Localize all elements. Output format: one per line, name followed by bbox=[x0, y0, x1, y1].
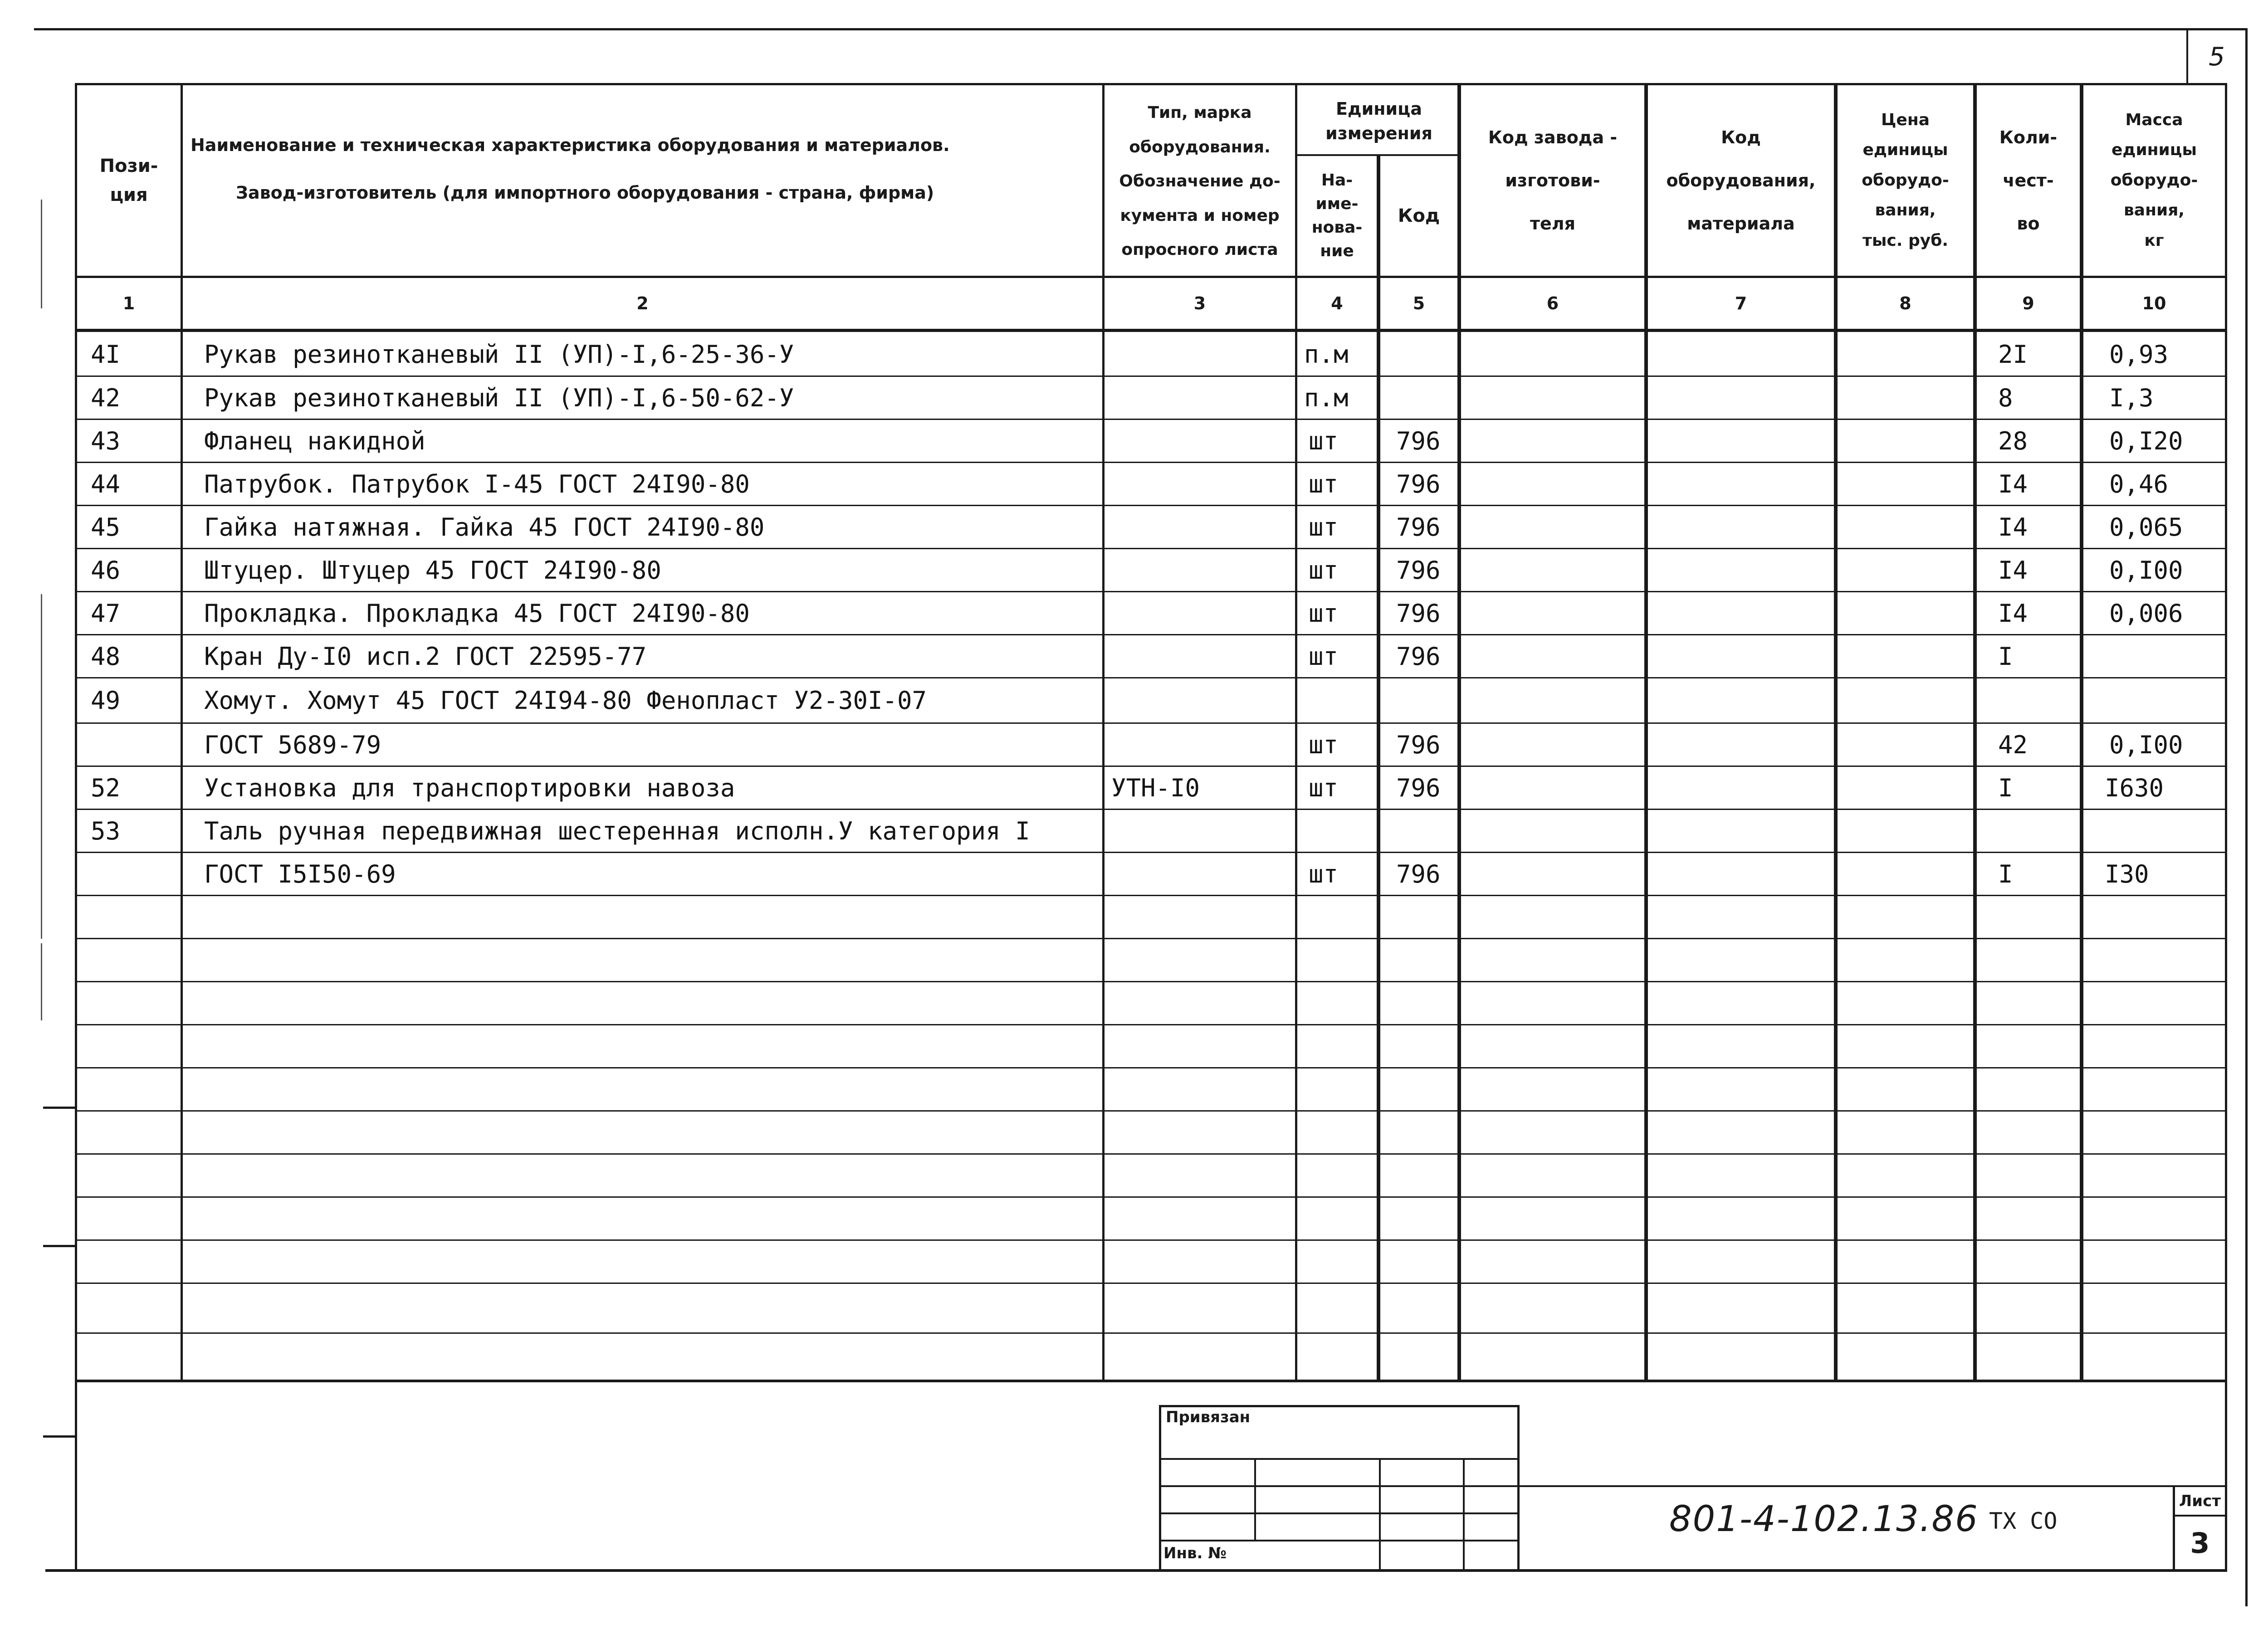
column-number-3: 3 bbox=[1193, 293, 1206, 313]
row-position: 45 bbox=[91, 512, 121, 541]
row-line-9 bbox=[75, 722, 2227, 724]
row-quantity: I4 bbox=[1998, 556, 2028, 585]
row-code: 796 bbox=[1396, 512, 1441, 541]
row-unit: шт bbox=[1309, 426, 1339, 455]
row-name: Гайка натяжная. Гайка 45 ГОСТ 24I90-80 bbox=[204, 512, 765, 541]
row-quantity: I bbox=[1998, 773, 2013, 802]
frame-right-line bbox=[2225, 83, 2227, 1571]
header-unit-code: Код bbox=[1398, 205, 1440, 226]
row-line-14 bbox=[75, 938, 2227, 939]
header-name-line1: Наименование и техническая характеристика оборудования и материалов. bbox=[191, 135, 950, 155]
stamp-col-2 bbox=[1379, 1458, 1381, 1571]
row-line-17 bbox=[75, 1067, 2227, 1068]
row-code: 796 bbox=[1396, 426, 1441, 455]
column-number-8: 8 bbox=[1899, 293, 1911, 313]
row-position: 47 bbox=[91, 599, 121, 628]
header-plant-code: Код завода - изготови- теля bbox=[1488, 127, 1618, 234]
stamp-line-1 bbox=[1159, 1458, 1520, 1460]
margin-tick-2 bbox=[43, 1245, 75, 1247]
row-position: 53 bbox=[91, 816, 121, 845]
header-price: Цена единицы оборудо- вания, тыс. руб. bbox=[1862, 110, 1949, 250]
page-number: 5 bbox=[2209, 42, 2225, 72]
row-name: Хомут. Хомут 45 ГОСТ 24I94-80 Фенопласт У2-30I-07 bbox=[204, 686, 927, 715]
row-quantity: I bbox=[1998, 642, 2013, 671]
row-line-20 bbox=[75, 1196, 2227, 1198]
row-line-23 bbox=[75, 1332, 2227, 1334]
margin-stroke-3 bbox=[41, 943, 42, 1020]
document-suffix: ТХ СО bbox=[1989, 1508, 2058, 1534]
column-number-2: 2 bbox=[636, 293, 649, 313]
row-code: 796 bbox=[1396, 556, 1441, 585]
row-name: Установка для транспортировки навоза bbox=[204, 773, 735, 802]
row-quantity: I4 bbox=[1998, 599, 2028, 628]
row-name: Рукав резинотканевый II (УП)-I,6-50-62-У bbox=[204, 383, 794, 412]
sheet-label: Лист bbox=[2179, 1492, 2221, 1510]
stamp-box-right bbox=[1517, 1405, 1520, 1571]
row-name: Патрубок. Патрубок I-45 ГОСТ 24I90-80 bbox=[204, 469, 750, 498]
row-quantity: I4 bbox=[1998, 469, 2028, 498]
column-number-6: 6 bbox=[1546, 293, 1559, 313]
row-name: Таль ручная передвижная шестеренная исполн.У категория I bbox=[204, 816, 1030, 845]
row-name: Фланец накидной bbox=[204, 426, 425, 455]
row-name: Прокладка. Прокладка 45 ГОСТ 24I90-80 bbox=[204, 599, 750, 628]
row-unit: шт bbox=[1309, 642, 1339, 671]
row-name: ГОСТ I5I50-69 bbox=[204, 859, 396, 888]
page-right-line bbox=[2245, 28, 2248, 1606]
row-type: УТН-I0 bbox=[1111, 773, 1200, 802]
title-block-top-line bbox=[1517, 1485, 2227, 1487]
header-quantity: Коли- чест- во bbox=[1999, 127, 2058, 234]
row-quantity: 2I bbox=[1998, 340, 2028, 369]
row-code: 796 bbox=[1396, 773, 1441, 802]
row-unit: шт bbox=[1309, 773, 1339, 802]
row-mass: 0,93 bbox=[2109, 340, 2169, 369]
header-name-line2: Завод-изготовитель (для импортного оборудования - страна, фирма) bbox=[236, 182, 934, 203]
row-unit: шт bbox=[1309, 512, 1339, 541]
row-code: 796 bbox=[1396, 642, 1441, 671]
header-position: Пози- ция bbox=[99, 156, 158, 205]
row-name: Кран Ду-I0 исп.2 ГОСТ 22595-77 bbox=[204, 642, 647, 671]
column-number-1: 1 bbox=[122, 293, 135, 313]
row-position: 4I bbox=[91, 340, 121, 369]
row-line-21 bbox=[75, 1239, 2227, 1241]
row-mass: 0,I20 bbox=[2109, 426, 2183, 455]
row-unit: шт bbox=[1309, 599, 1339, 628]
row-quantity: I4 bbox=[1998, 512, 2028, 541]
row-mass: 0,46 bbox=[2109, 469, 2169, 498]
margin-tick-3 bbox=[43, 1435, 75, 1438]
col-divider-4 bbox=[1377, 154, 1380, 1382]
row-position: 43 bbox=[91, 426, 121, 455]
inventory-label: Инв. № bbox=[1163, 1544, 1227, 1562]
row-code: 796 bbox=[1396, 859, 1441, 888]
row-mass: I,3 bbox=[2109, 383, 2154, 412]
row-line-16 bbox=[75, 1024, 2227, 1025]
row-line-13 bbox=[75, 895, 2227, 896]
row-name: Рукав резинотканевый II (УП)-I,6-25-36-У bbox=[204, 340, 794, 369]
row-line-15 bbox=[75, 981, 2227, 982]
row-mass: I30 bbox=[2105, 859, 2149, 888]
header-type: Тип, марка оборудования. Обозначение до- кумента и номер опросного листа bbox=[1119, 103, 1281, 259]
colnum-bottom-line bbox=[75, 329, 2227, 332]
row-position: 49 bbox=[91, 686, 121, 715]
row-quantity: I bbox=[1998, 859, 2013, 888]
row-mass: I630 bbox=[2105, 773, 2164, 802]
row-unit: шт bbox=[1309, 556, 1339, 585]
row-line-18 bbox=[75, 1110, 2227, 1112]
row-line-22 bbox=[75, 1283, 2227, 1284]
row-line-12 bbox=[75, 852, 2227, 853]
row-unit: шт bbox=[1309, 469, 1339, 498]
row-mass: 0,I00 bbox=[2109, 730, 2183, 759]
row-position: 42 bbox=[91, 383, 121, 412]
column-number-4: 4 bbox=[1331, 293, 1343, 313]
sheet-number: 3 bbox=[2190, 1526, 2210, 1560]
column-number-5: 5 bbox=[1413, 293, 1425, 313]
stamp-box-top bbox=[1159, 1405, 1520, 1407]
stamp-col-3 bbox=[1463, 1458, 1465, 1571]
stamp-line-4 bbox=[1159, 1540, 1520, 1541]
stamp-box-left bbox=[1159, 1405, 1161, 1571]
row-mass: 0,I00 bbox=[2109, 556, 2183, 585]
row-quantity: 28 bbox=[1998, 426, 2028, 455]
margin-stroke-2 bbox=[41, 594, 42, 939]
table-bottom-line bbox=[75, 1380, 2227, 1382]
top-border-line bbox=[34, 28, 2248, 30]
row-quantity: 42 bbox=[1998, 730, 2028, 759]
document-number: 801-4-102.13.86 bbox=[1669, 1499, 1979, 1540]
row-unit: п.м bbox=[1304, 340, 1349, 369]
header-unit-name: На- име- нова- ние bbox=[1311, 171, 1363, 261]
column-number-9: 9 bbox=[2022, 293, 2034, 313]
row-code: 796 bbox=[1396, 730, 1441, 759]
row-unit: п.м bbox=[1304, 383, 1349, 412]
row-position: 52 bbox=[91, 773, 121, 802]
margin-stroke-1 bbox=[41, 200, 42, 308]
header-unit: Единица измерения bbox=[1325, 99, 1432, 143]
column-number-10: 10 bbox=[2142, 293, 2166, 313]
stamp-line-3 bbox=[1159, 1512, 1520, 1514]
header-equipment-code: Код оборудования, материала bbox=[1666, 127, 1816, 234]
row-mass: 0,006 bbox=[2109, 599, 2183, 628]
frame-bottom-line bbox=[45, 1569, 2227, 1572]
row-mass: 0,065 bbox=[2109, 512, 2183, 541]
row-unit: шт bbox=[1309, 730, 1339, 759]
row-name: ГОСТ 5689-79 bbox=[204, 730, 381, 759]
column-number-7: 7 bbox=[1735, 293, 1747, 313]
row-position: 48 bbox=[91, 642, 121, 671]
stamp-line-2 bbox=[1159, 1485, 1520, 1487]
row-position: 46 bbox=[91, 556, 121, 585]
row-line-19 bbox=[75, 1153, 2227, 1155]
tied-label: Привязан bbox=[1166, 1408, 1251, 1426]
margin-tick-1 bbox=[43, 1107, 75, 1109]
row-unit: шт bbox=[1309, 859, 1339, 888]
row-code: 796 bbox=[1396, 469, 1441, 498]
row-name: Штуцер. Штуцер 45 ГОСТ 24I90-80 bbox=[204, 556, 661, 585]
row-code: 796 bbox=[1396, 599, 1441, 628]
header-mass: Масса единицы оборудо- вания, кг bbox=[2110, 110, 2198, 250]
stamp-col-1 bbox=[1254, 1458, 1256, 1540]
row-quantity: 8 bbox=[1998, 383, 2013, 412]
row-position: 44 bbox=[91, 469, 121, 498]
